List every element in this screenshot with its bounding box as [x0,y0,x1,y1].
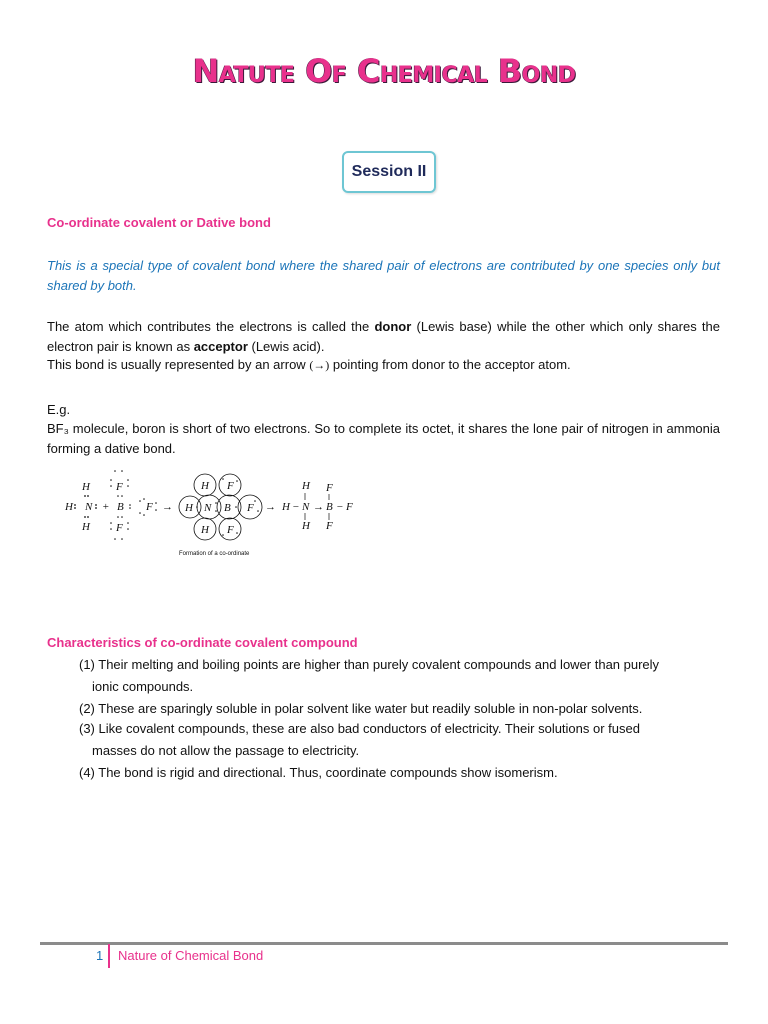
product-bond-1: − [292,501,300,513]
atom-f-bottom: F [116,522,123,534]
section-heading-characteristics: Characteristics of co-ordinate covalent compound [47,635,358,650]
characteristic-1-cont: ionic compounds. [92,679,194,694]
atom-f-right: F [146,501,153,513]
acceptor-term: acceptor [193,339,248,354]
product-h-bottom: H [302,520,310,532]
characteristic-3-cont: masses do not allow the passage to electricity. [92,743,360,758]
orbital-f-right: F [247,502,254,514]
section-heading-dative-bond: Co-ordinate covalent or Dative bond [47,215,271,230]
orbital-f-bottom: F [227,524,234,536]
product-arrow: → [313,501,324,513]
para1-text-2: (Lewis base) while the other which only shares the electron pair is known as [47,319,720,354]
atom-h-top: H [82,481,90,493]
example-label: E.g. [47,402,71,417]
product-n: N [302,501,310,513]
para1-text-1: The atom which contributes the electrons is called the [47,319,375,334]
atom-h-left: H [65,501,73,513]
product-b: B [326,501,333,513]
donor-acceptor-paragraph [47,317,720,357]
session-box [342,151,436,193]
donor-term: donor [374,319,412,334]
plus-sign: + [102,501,110,513]
footer-title: Nature of Chemical Bond [118,948,264,963]
atom-f-top: F [116,481,123,493]
reaction-arrow-1: → [162,501,173,513]
characteristic-1-first: (1) Their melting and boiling points are higher than purely covalent compounds and lower than purely [79,657,660,672]
footer-rule [40,942,728,945]
characteristic-4-first: (4) The bond is rigid and directional. Thus, coordinate compounds show isomerism. [79,765,558,780]
characteristic-4 [79,762,724,784]
atom-h-bottom: H [82,521,90,533]
characteristic-2 [79,698,724,720]
page-title: Natute Of Chemical Bond [192,52,576,90]
arrow-symbol: (→) [309,358,330,372]
characteristic-3 [79,718,724,762]
product-f-top: F [326,482,333,494]
orbital-b: B [224,502,231,514]
orbital-f-top: F [227,480,234,492]
characteristic-1 [79,654,724,698]
product-bond-2: − [336,501,344,513]
atom-b: B [117,501,124,513]
arrow-paragraph [47,357,571,373]
product-h-left: H [282,501,290,513]
reaction-arrow-2: → [265,501,276,513]
product-h-top: H [302,480,310,492]
characteristic-2-first: (2) These are sparingly soluble in polar solvent like water but readily soluble in non-polar solvents. [79,701,643,716]
coordinate-bond-diagram [60,463,370,563]
orbital-h-left: H [185,502,193,514]
orbital-n: N [204,502,212,514]
orbital-h-bottom: H [201,524,209,536]
characteristic-3-first: (3) Like covalent compounds, these are also bad conductors of electricity. Their solutions or fused [79,721,640,736]
session-label: Session II [351,163,427,180]
orbital-h-top: H [201,480,209,492]
page-number: 1 [96,948,104,963]
para2-text-2: pointing from donor to the acceptor atom. [329,357,571,372]
product-f-right: F [346,501,353,513]
para2-text-1: This bond is usually represented by an arrow [47,357,310,372]
atom-n: N [85,501,93,513]
definition-text: This is a special type of covalent bond where the shared pair of electrons are contributed by one species only but shared by both. [47,258,720,293]
product-f-bottom: F [326,520,333,532]
bf3-paragraph: BF₃ molecule, boron is short of two electrons. So to complete its octet, it shares the lone pair of nitrogen in ammonia forming a dative bond. [47,421,720,456]
para1-text-3: (Lewis acid). [247,339,325,354]
footer-divider [108,944,110,968]
diagram-caption: Formation of a co-ordinate [179,551,250,557]
